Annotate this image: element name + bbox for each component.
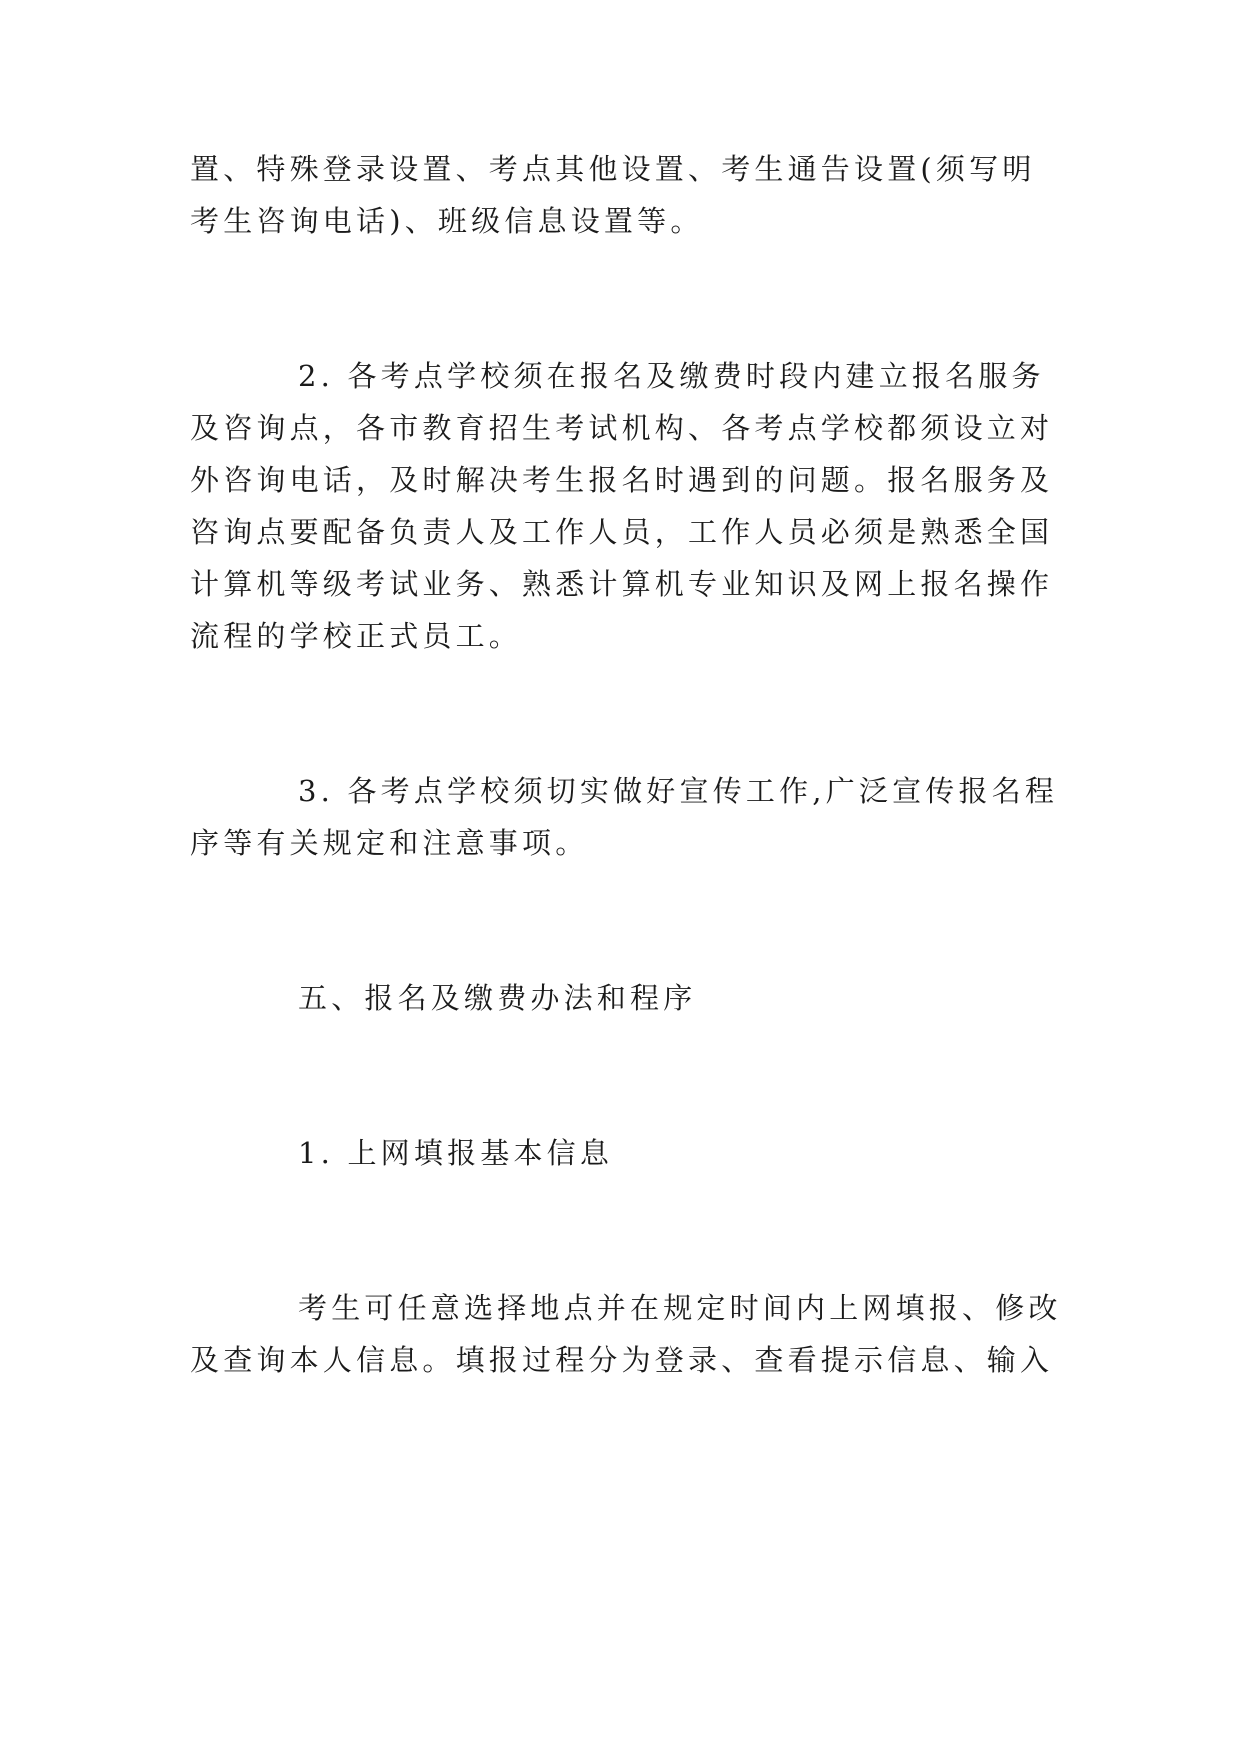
paragraph-line: 咨询点要配备负责人及工作人员，工作人员必须是熟悉全国 bbox=[190, 515, 1054, 549]
paragraph-line: 置、特殊登录设置、考点其他设置、考生通告设置(须写明 bbox=[190, 152, 1036, 186]
section-heading: 五、报名及缴费办法和程序 bbox=[298, 981, 697, 1015]
paragraph-line: 2. 各考点学校须在报名及缴费时段内建立报名服务 bbox=[298, 359, 1045, 393]
paragraph-line: 及咨询点，各市教育招生考试机构、各考点学校都须设立对 bbox=[190, 411, 1054, 445]
paragraph-line: 计算机等级考试业务、熟悉计算机专业知识及网上报名操作 bbox=[190, 567, 1054, 601]
paragraph-line: 考生可任意选择地点并在规定时间内上网填报、修改 bbox=[298, 1291, 1062, 1325]
paragraph-line: 序等有关规定和注意事项。 bbox=[190, 826, 589, 860]
paragraph-line: 3. 各考点学校须切实做好宣传工作,广泛宣传报名程 bbox=[298, 774, 1059, 808]
paragraph-line: 流程的学校正式员工。 bbox=[190, 619, 523, 653]
paragraph-line: 及查询本人信息。填报过程分为登录、查看提示信息、输入 bbox=[190, 1343, 1054, 1377]
paragraph-line: 考生咨询电话)、班级信息设置等。 bbox=[190, 204, 704, 238]
paragraph-line: 外咨询电话，及时解决考生报名时遇到的问题。报名服务及 bbox=[190, 463, 1054, 497]
subheading: 1. 上网填报基本信息 bbox=[298, 1136, 614, 1170]
